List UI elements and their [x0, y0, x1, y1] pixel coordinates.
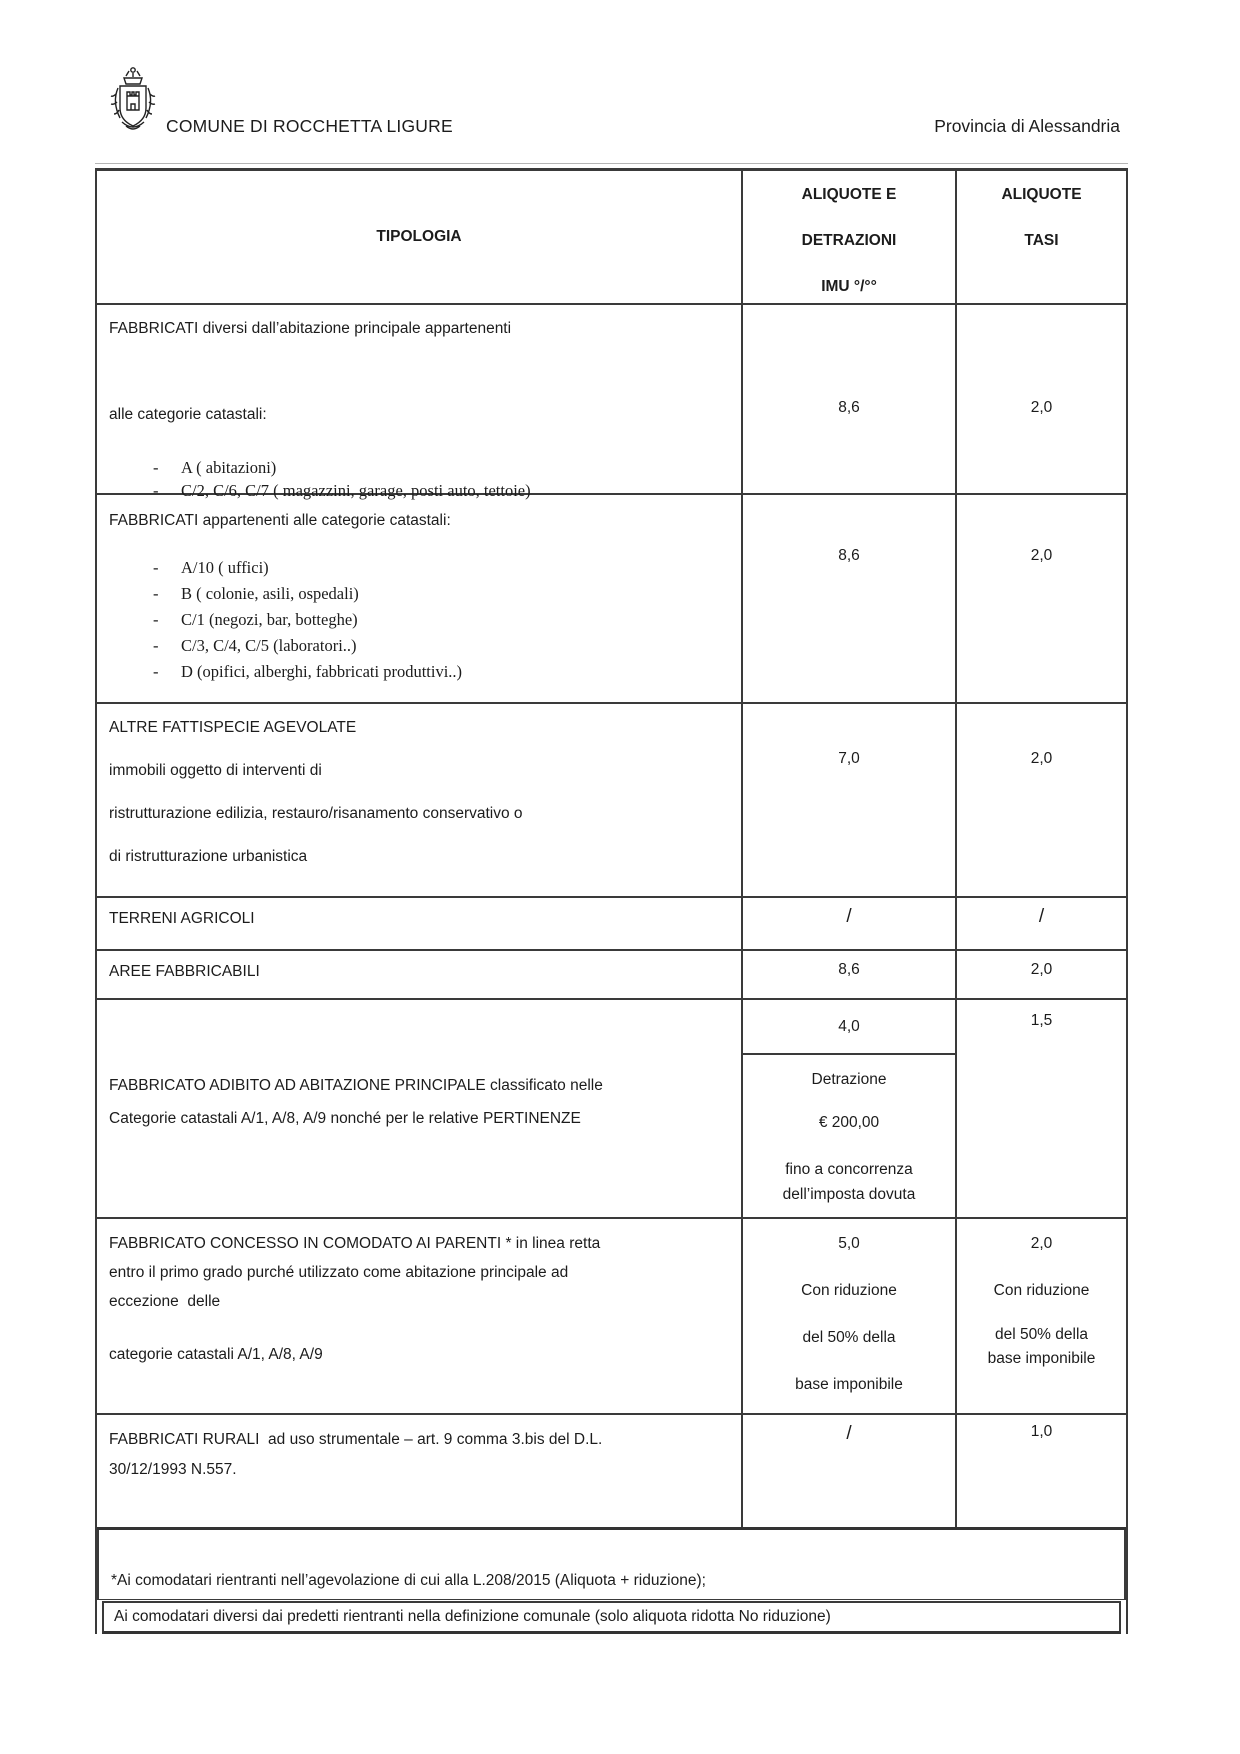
row-text-line: TERRENI AGRICOLI: [109, 910, 255, 927]
tasi-rate-cell: [957, 1415, 1126, 1527]
row-text-line: ristrutturazione edilizia, restauro/risanamento conservativo o: [109, 805, 523, 822]
footnote-row-comodatari-diversi: [102, 1601, 1121, 1634]
tipologia-cell: [97, 1000, 743, 1217]
header-label-tipologia: TIPOLOGIA: [376, 228, 462, 245]
tipologia-cell: [97, 305, 743, 500]
header-label-tasi-line1: ALIQUOTE: [1001, 186, 1082, 203]
row-text-line: di ristrutturazione urbanistica: [109, 848, 308, 865]
imu-rate-cell: [743, 305, 957, 493]
imu-rate-value: /: [846, 906, 852, 927]
row-text-line: FABBRICATI RURALI ad uso strumentale – art. 9 comma 3.bis del D.L.: [109, 1431, 603, 1448]
imu-rate-value: 8,6: [838, 961, 860, 978]
dash-bullet: -: [153, 558, 159, 577]
tasi-rate-cell: [957, 1000, 1126, 1217]
row-text-line: 30/12/1993 N.557.: [109, 1461, 237, 1478]
row-text-line: categorie catastali A/1, A/8, A/9: [109, 1346, 323, 1363]
table-row-fabbricati-appartenenti: [97, 495, 1126, 704]
row-text-line: FABBRICATI appartenenti alle categorie catastali:: [109, 512, 451, 529]
dash-bullet: -: [153, 584, 159, 603]
table-row-aree-fabbricabili: [97, 951, 1126, 1000]
detraction-line: fino a concorrenza: [785, 1161, 913, 1178]
imu-reduction-line: del 50% della: [802, 1329, 896, 1346]
imu-rate-value: 8,6: [838, 547, 860, 564]
header-label-tasi-line2: TASI: [1024, 232, 1059, 249]
category-list-item: - D (opifici, alberghi, fabbricati produttivi..): [109, 659, 741, 685]
imu-rate-cell: [743, 1000, 957, 1217]
tipologia-cell: [97, 951, 743, 998]
imu-rate-subcell: [743, 1000, 955, 1055]
header-label-imu-line3: IMU °/°°: [821, 278, 877, 295]
imu-rate-cell: [743, 898, 957, 949]
header-cell-tipologia: [97, 171, 743, 303]
detraction-line: dell’imposta dovuta: [782, 1186, 916, 1203]
category-list-item: - A/10 ( uffici): [109, 555, 741, 581]
imu-rate-cell: [743, 704, 957, 896]
province-name: Provincia di Alessandria: [934, 116, 1120, 136]
table-row-terreni-agricoli: [97, 898, 1126, 951]
row-text-line: eccezione delle: [109, 1293, 221, 1310]
category-list-item: - C/1 (negozi, bar, botteghe): [109, 607, 741, 633]
tasi-rate-value: 2,0: [1030, 547, 1053, 564]
tasi-reduction-line: del 50% della: [994, 1326, 1089, 1343]
tipologia-cell: [97, 704, 743, 896]
footnote-text: *Ai comodatari rientranti nell’agevolazione di cui alla L.208/2015 (Aliquota + riduzione);: [111, 1572, 706, 1589]
tasi-rate-cell: [957, 1219, 1126, 1413]
imu-rate-value: 8,6: [838, 399, 860, 416]
header-label-imu-line1: ALIQUOTE E: [801, 186, 897, 203]
row-text-line: ALTRE FATTISPECIE AGEVOLATE: [109, 719, 357, 736]
tasi-reduction-line: Con riduzione: [993, 1282, 1090, 1299]
municipality-name: COMUNE DI ROCCHETTA LIGURE: [166, 116, 453, 136]
row-text-line: FABBRICATO CONCESSO IN COMODATO AI PARENTI * in linea retta: [109, 1235, 601, 1252]
tasi-rate-value: 2,0: [1030, 961, 1053, 978]
header-label-imu-line2: DETRAZIONI: [801, 232, 897, 249]
imu-rate-value: 7,0: [838, 750, 860, 767]
tasi-reduction-line: base imponibile: [987, 1350, 1096, 1367]
dash-bullet: -: [153, 636, 159, 655]
tasi-rate-value: 2,0: [1030, 1235, 1053, 1252]
row-text-line: alle categorie catastali:: [109, 406, 267, 423]
tasi-rate-cell: [957, 951, 1126, 998]
row-text-line: immobili oggetto di interventi di: [109, 762, 322, 779]
imu-rate-cell: [743, 495, 957, 702]
detraction-line: Detrazione: [811, 1071, 887, 1088]
table-row-abitazione-principale: [97, 1000, 1126, 1219]
footnote-row-comodatari-agevolazione: [97, 1530, 1126, 1600]
tipologia-cell: [97, 898, 743, 949]
tipologia-cell: [97, 1219, 743, 1413]
tasi-rate-cell: [957, 704, 1126, 896]
imu-rate-cell: [743, 951, 957, 998]
municipal-coat-of-arms-icon: [106, 64, 160, 138]
tasi-rate-value: 2,0: [1030, 399, 1053, 416]
table-header-row: [97, 171, 1126, 305]
imu-detraction-subcell: [743, 1055, 955, 1207]
dash-bullet: -: [153, 458, 159, 477]
detraction-amount: € 200,00: [818, 1114, 880, 1131]
tipologia-cell: [97, 1415, 743, 1527]
imu-reduction-line: base imponibile: [795, 1376, 903, 1393]
tasi-rate-value: /: [1038, 906, 1045, 927]
header-cell-tasi: [957, 171, 1126, 303]
imu-rate-value: 4,0: [838, 1017, 860, 1035]
row-text-line: entro il primo grado purché utilizzato come abitazione principale ad: [109, 1264, 569, 1281]
dash-bullet: -: [153, 481, 159, 500]
table-row-comodato-parenti: [97, 1219, 1126, 1415]
table-row-fabbricati-rurali: [97, 1415, 1126, 1530]
tasi-rate-cell: [957, 305, 1126, 493]
header-cell-imu: [743, 171, 957, 303]
category-list-item: - C/3, C/4, C/5 (laboratori..): [109, 633, 741, 659]
footnote-text: Ai comodatari diversi dai predetti rientranti nella definizione comunale (solo aliquota ridotta No riduzione): [114, 1608, 831, 1625]
category-list-item: - C/2, C/6, C/7 ( magazzini, garage, posti auto, tettoie): [153, 481, 531, 500]
dash-bullet: -: [153, 610, 159, 629]
table-row-altre-fattispecie: [97, 704, 1126, 898]
tasi-rate-cell: [957, 495, 1126, 702]
tasi-rate-cell: [957, 898, 1126, 949]
row-text-line: Categorie catastali A/1, A/8, A/9 nonché per le relative PERTINENZE: [109, 1109, 581, 1127]
imu-rate-value: /: [846, 1423, 852, 1444]
category-list-item: - B ( colonie, asili, ospedali): [109, 581, 741, 607]
imu-rate-cell: [743, 1415, 957, 1527]
table-row-fabbricati-diversi: [97, 305, 1126, 500]
row-text-line: FABBRICATI diversi dall’abitazione principale appartenenti: [109, 320, 512, 337]
category-list-item: - A ( abitazioni): [153, 458, 277, 477]
tasi-rate-value: 1,0: [1030, 1423, 1053, 1440]
imu-tasi-rates-table: [95, 168, 1128, 1634]
tasi-rate-value: 2,0: [1030, 750, 1053, 767]
row-text-line: FABBRICATO ADIBITO AD ABITAZIONE PRINCIPALE classificato nelle: [109, 1076, 603, 1094]
dash-bullet: -: [153, 662, 159, 681]
imu-rate-value: 5,0: [838, 1235, 860, 1252]
imu-rate-cell: [743, 1219, 957, 1413]
imu-reduction-line: Con riduzione: [801, 1282, 897, 1299]
row-text-line: AREE FABBRICABILI: [109, 963, 260, 980]
tasi-rate-value: 1,5: [1030, 1012, 1053, 1029]
tipologia-cell: [97, 495, 743, 702]
